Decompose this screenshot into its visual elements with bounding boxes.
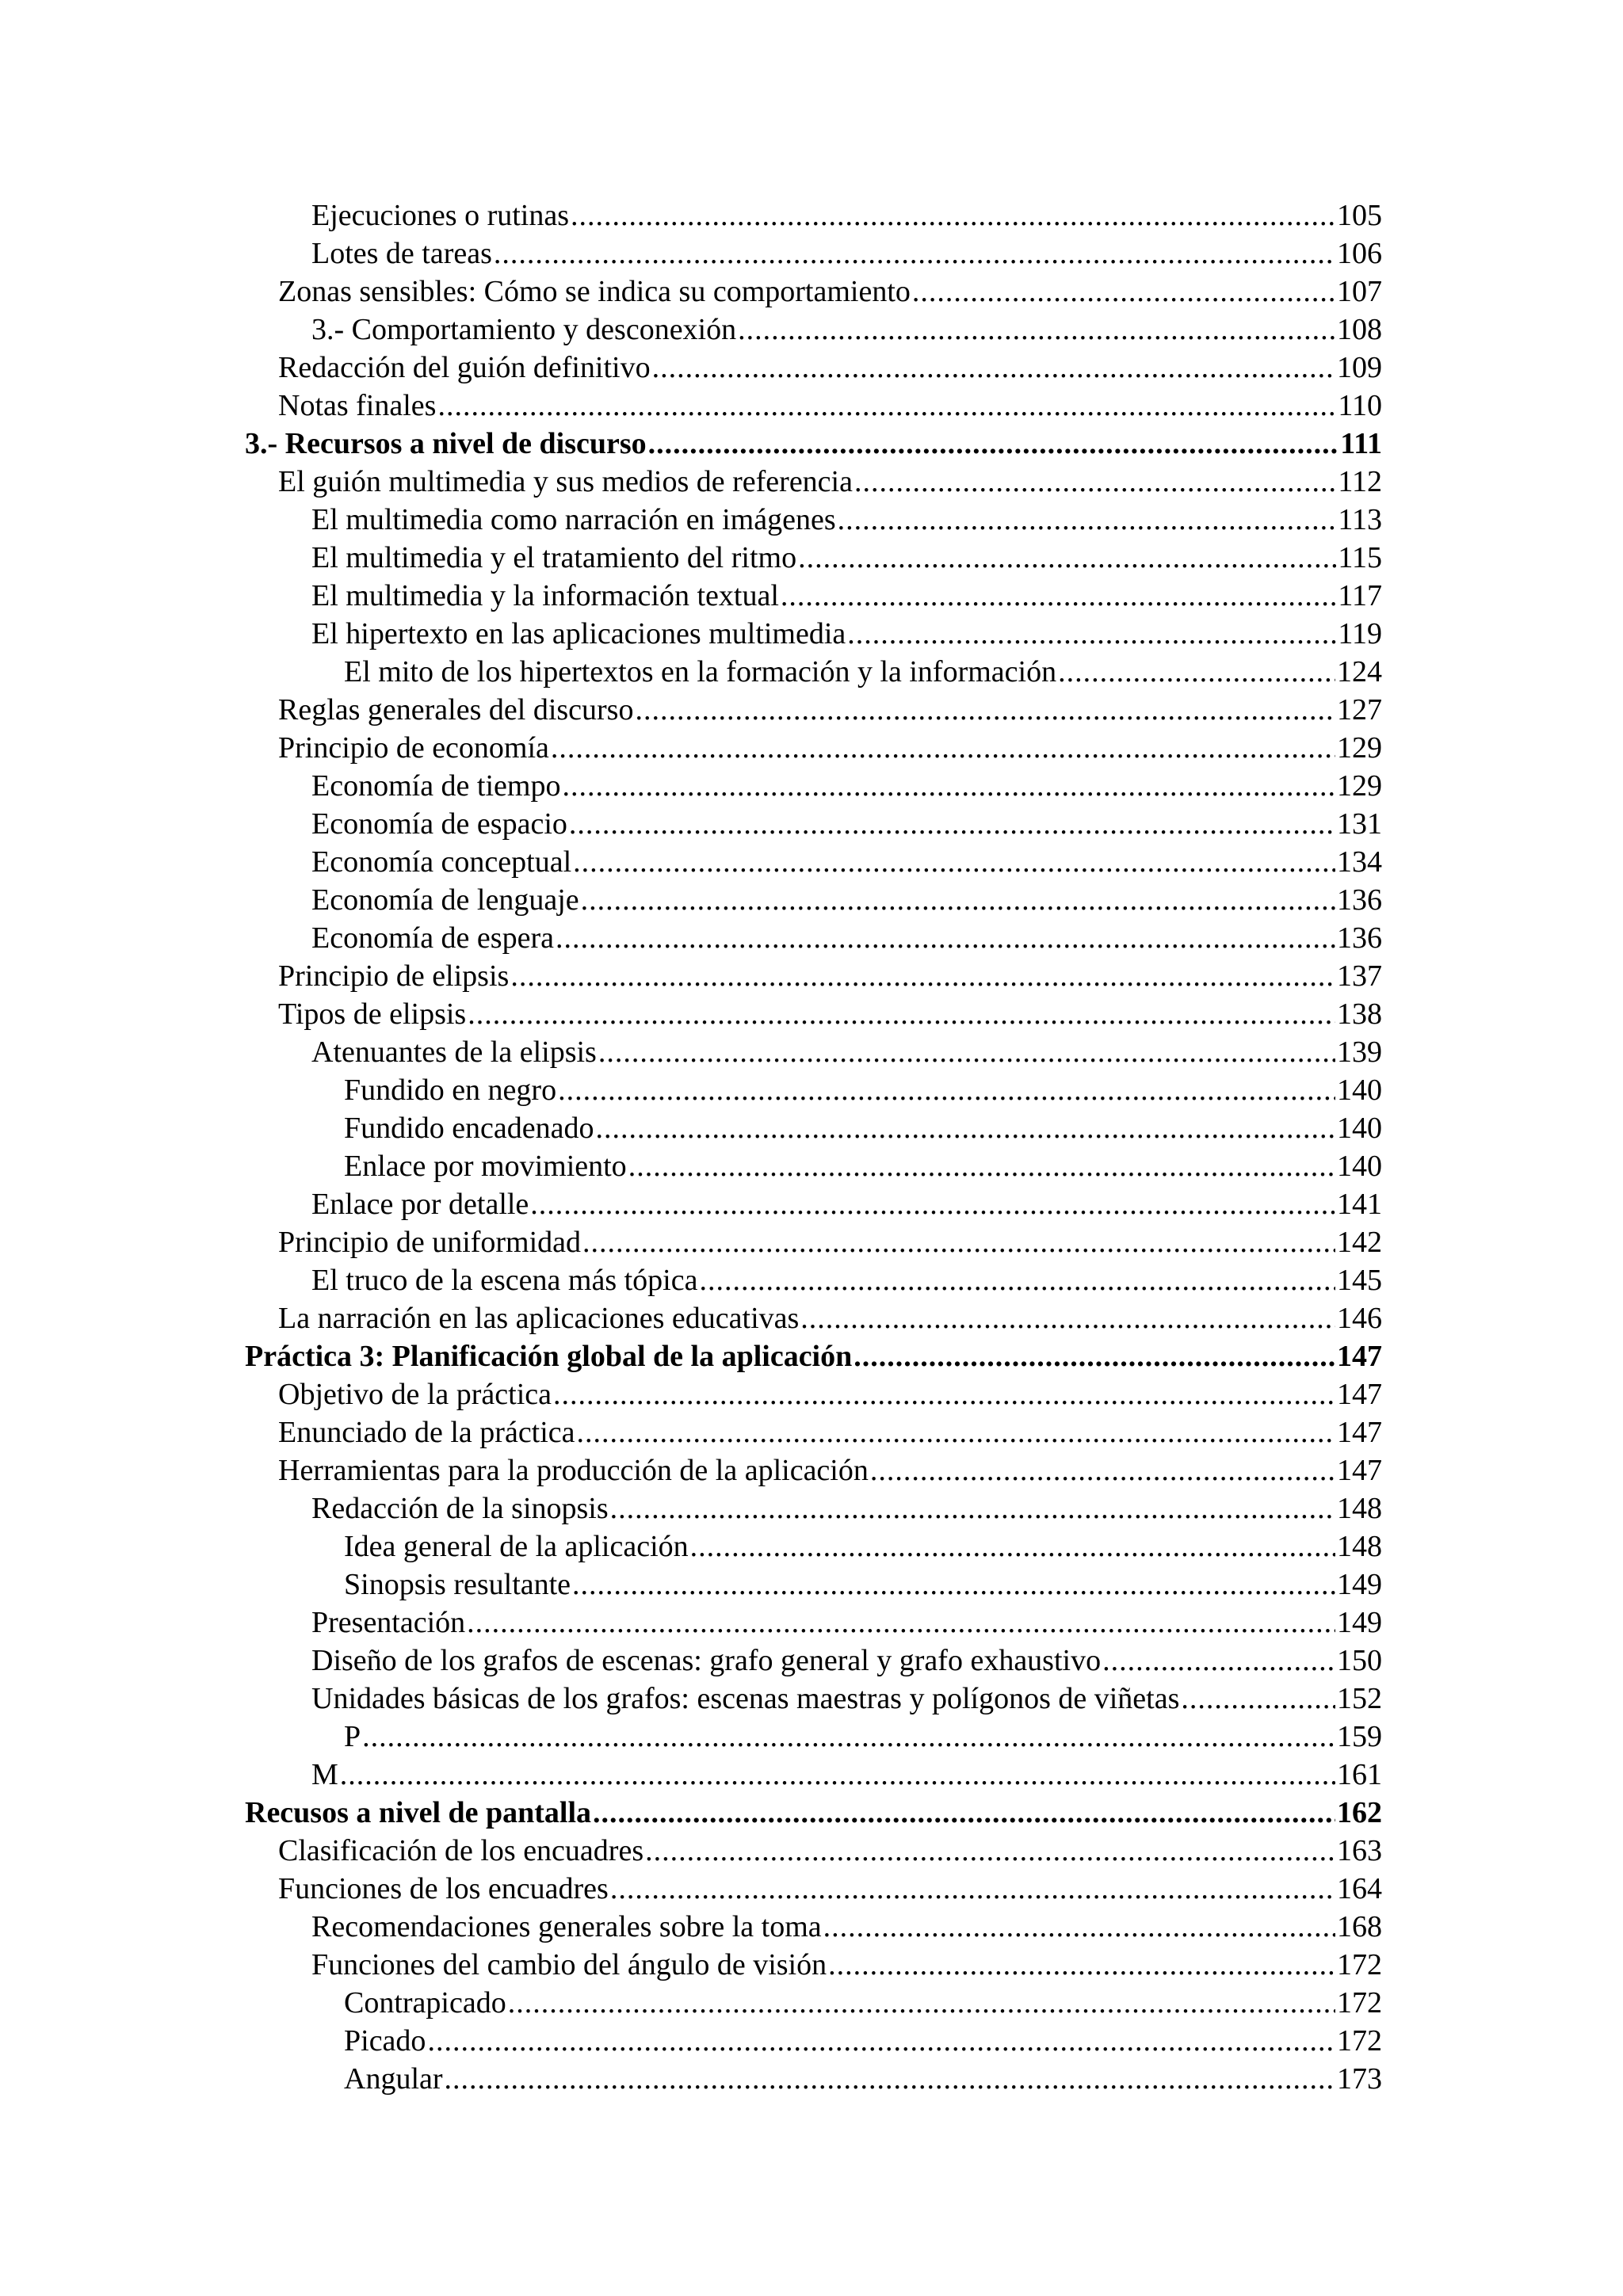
toc-entry[interactable] — [245, 1718, 1382, 1756]
toc-entry-page-number: 110 — [1338, 389, 1382, 422]
toc-entry-title: Sinopsis resultante — [344, 1568, 571, 1601]
toc-entry[interactable] — [245, 1680, 1382, 1718]
toc-entry-page-number: 147 — [1337, 1378, 1382, 1411]
toc-entry-title: Unidades básicas de los grafos: escenas maestras y polígonos de viñetas — [311, 1682, 1180, 1715]
toc-entry[interactable] — [245, 1109, 1382, 1147]
toc-entry[interactable] — [245, 387, 1382, 425]
toc-entry-page-number: 146 — [1337, 1302, 1382, 1335]
toc-entry-title: Redacción del guión definitivo — [278, 351, 651, 384]
toc-entry-page-number: 127 — [1337, 693, 1382, 727]
dot-leader — [828, 1946, 1335, 1984]
toc-entry-page-number: 164 — [1337, 1872, 1382, 1905]
toc-entry-title: Redacción de la sinopsis — [311, 1492, 609, 1525]
dot-leader — [530, 1185, 1335, 1223]
toc-entry-title: 3.- Comportamiento y desconexión — [311, 313, 737, 346]
toc-entry-page-number: 149 — [1337, 1568, 1382, 1601]
toc-entry-page-number: 162 — [1337, 1796, 1382, 1829]
toc-entry-page-number: 172 — [1337, 2024, 1382, 2058]
dot-leader — [445, 2060, 1335, 2098]
dot-leader — [468, 995, 1335, 1033]
toc-entry-title: Objetivo de la práctica — [278, 1378, 552, 1411]
toc-entry-title: La narración en las aplicaciones educativas — [278, 1302, 800, 1335]
dot-leader — [598, 1033, 1335, 1071]
toc-entry-page-number: 161 — [1337, 1758, 1382, 1791]
dot-leader — [1181, 1680, 1335, 1718]
toc-entry-title: Economía de espacio — [311, 807, 567, 841]
toc-entry-title: Picado — [344, 2024, 426, 2058]
toc-entry[interactable] — [245, 1223, 1382, 1261]
toc-entry[interactable] — [245, 1413, 1382, 1451]
toc-entry-page-number: 131 — [1337, 807, 1382, 841]
dot-leader — [823, 1908, 1335, 1946]
toc-entry[interactable] — [245, 1299, 1382, 1337]
toc-entry-page-number: 119 — [1338, 617, 1382, 650]
dot-leader — [838, 501, 1337, 539]
dot-leader — [582, 1223, 1335, 1261]
toc-entry[interactable] — [245, 1451, 1382, 1489]
toc-entry-title: M — [311, 1758, 338, 1791]
toc-entry-page-number: 142 — [1337, 1226, 1382, 1259]
toc-entry-page-number: 140 — [1337, 1112, 1382, 1145]
toc-entry-page-number: 163 — [1337, 1834, 1382, 1867]
toc-entry[interactable] — [245, 1604, 1382, 1642]
toc-entry-title: Práctica 3: Planificación global de la aplicación — [245, 1340, 853, 1373]
dot-leader — [854, 1337, 1335, 1375]
dot-leader — [781, 577, 1337, 615]
toc-entry-page-number: 134 — [1337, 845, 1382, 879]
toc-entry-title: Notas finales — [278, 389, 437, 422]
dot-leader — [551, 729, 1335, 767]
toc-entry[interactable] — [245, 919, 1382, 957]
toc-entry-page-number: 136 — [1337, 921, 1382, 955]
toc-entry[interactable] — [245, 843, 1382, 881]
toc-entry-page-number: 117 — [1338, 579, 1382, 612]
dot-leader — [494, 235, 1335, 273]
dot-leader — [610, 1489, 1335, 1527]
toc-entry-page-number: 115 — [1338, 541, 1382, 574]
toc-entry[interactable] — [245, 653, 1382, 691]
toc-entry-page-number: 140 — [1337, 1150, 1382, 1183]
dot-leader — [847, 615, 1336, 653]
toc-entry[interactable] — [245, 805, 1382, 843]
toc-entry-page-number: 140 — [1337, 1074, 1382, 1107]
toc-entry-page-number: 147 — [1337, 1416, 1382, 1449]
dot-leader — [854, 463, 1336, 501]
toc-entry-title: El hipertexto en las aplicaciones multimedia — [311, 617, 846, 650]
toc-entry-title: Funciones de los encuadres — [278, 1872, 609, 1905]
toc-entry[interactable] — [245, 349, 1382, 387]
toc-entry-page-number: 141 — [1337, 1188, 1382, 1221]
toc-entry-title: Principio de economía — [278, 731, 549, 765]
toc-entry-title: El multimedia y la información textual — [311, 579, 779, 612]
toc-entry[interactable] — [245, 1832, 1382, 1870]
dot-leader — [738, 311, 1335, 349]
toc-entry-page-number: 111 — [1340, 427, 1382, 460]
dot-leader — [427, 2022, 1335, 2060]
toc-entry-title: Principio de elipsis — [278, 959, 510, 993]
toc-entry[interactable] — [245, 196, 1382, 235]
dot-leader — [340, 1756, 1335, 1794]
toc-entry[interactable] — [245, 1071, 1382, 1109]
toc-entry[interactable] — [245, 1375, 1382, 1413]
toc-entry[interactable] — [245, 1261, 1382, 1299]
toc-entry-page-number: 150 — [1337, 1644, 1382, 1677]
dot-leader — [571, 196, 1335, 235]
toc-entry-title: Fundido en negro — [344, 1074, 557, 1107]
dot-leader — [648, 425, 1339, 463]
toc-entry-page-number: 147 — [1337, 1340, 1382, 1373]
toc-entry-title: Ejecuciones o rutinas — [311, 199, 570, 232]
toc-entry[interactable] — [245, 1642, 1382, 1680]
toc-entry[interactable] — [245, 539, 1382, 577]
toc-entry-page-number: 107 — [1337, 275, 1382, 308]
toc-entry[interactable] — [245, 273, 1382, 311]
toc-entry-title: Zonas sensibles: Cómo se indica su comportamiento — [278, 275, 911, 308]
dot-leader — [467, 1604, 1335, 1642]
toc-entry-page-number: 147 — [1337, 1454, 1382, 1487]
dot-leader — [577, 1413, 1335, 1451]
toc-entry[interactable] — [245, 1794, 1382, 1832]
dot-leader — [573, 843, 1335, 881]
dot-leader — [593, 1794, 1335, 1832]
dot-leader — [1058, 653, 1335, 691]
toc-entry-title: El multimedia y el tratamiento del ritmo — [311, 541, 797, 574]
toc-entry-page-number: 168 — [1337, 1910, 1382, 1943]
toc-entry[interactable] — [245, 463, 1382, 501]
toc-entry-title: P — [344, 1720, 361, 1753]
dot-leader — [562, 767, 1335, 805]
toc-entry-title: Enunciado de la práctica — [278, 1416, 575, 1449]
toc-entry[interactable] — [245, 2060, 1382, 2098]
toc-entry-page-number: 152 — [1337, 1682, 1382, 1715]
dot-leader — [610, 1870, 1335, 1908]
toc-entry-page-number: 108 — [1337, 313, 1382, 346]
toc-entry[interactable] — [245, 1033, 1382, 1071]
dot-leader — [510, 957, 1335, 995]
toc-entry-page-number: 139 — [1337, 1035, 1382, 1069]
toc-entry-title: Presentación — [311, 1606, 466, 1639]
dot-leader — [553, 1375, 1335, 1413]
toc-entry-page-number: 173 — [1337, 2062, 1382, 2096]
toc-entry-title: El truco de la escena más tópica — [311, 1264, 698, 1297]
toc-entry-title: Reglas generales del discurso — [278, 693, 634, 727]
dot-leader — [628, 1147, 1335, 1185]
toc-entry[interactable] — [245, 1984, 1382, 2022]
dot-leader — [558, 1071, 1335, 1109]
dot-leader — [581, 881, 1335, 919]
toc-entry-page-number: 129 — [1337, 731, 1382, 765]
toc-entry-title: Economía de tiempo — [311, 769, 561, 803]
toc-entry-title: Enlace por detalle — [311, 1188, 529, 1221]
dot-leader — [362, 1718, 1335, 1756]
toc-entry-title: Recusos a nivel de pantalla — [245, 1796, 592, 1829]
dot-leader — [572, 1566, 1335, 1604]
dot-leader — [1102, 1642, 1335, 1680]
toc-entry[interactable] — [245, 311, 1382, 349]
table-of-contents — [245, 196, 1382, 2098]
toc-entry-title: Economía conceptual — [311, 845, 572, 879]
dot-leader — [556, 919, 1335, 957]
toc-entry[interactable] — [245, 995, 1382, 1033]
toc-entry-title: Principio de uniformidad — [278, 1226, 582, 1259]
toc-entry[interactable] — [245, 501, 1382, 539]
toc-entry[interactable] — [245, 235, 1382, 273]
toc-entry[interactable] — [245, 881, 1382, 919]
toc-entry-title: Tipos de elipsis — [278, 997, 467, 1031]
toc-entry[interactable] — [245, 1946, 1382, 1984]
toc-entry[interactable] — [245, 1566, 1382, 1604]
toc-entry[interactable] — [245, 577, 1382, 615]
dot-leader — [508, 1984, 1335, 2022]
toc-entry[interactable] — [245, 425, 1382, 463]
toc-entry[interactable] — [245, 1870, 1382, 1908]
toc-entry[interactable] — [245, 1527, 1382, 1566]
toc-entry-title: Angular — [344, 2062, 443, 2096]
toc-entry[interactable] — [245, 1489, 1382, 1527]
toc-entry-title: Atenuantes de la elipsis — [311, 1035, 597, 1069]
dot-leader — [690, 1527, 1335, 1566]
toc-entry-page-number: 138 — [1337, 997, 1382, 1031]
toc-entry[interactable] — [245, 957, 1382, 995]
toc-entry[interactable] — [245, 1337, 1382, 1375]
toc-entry-title: Funciones del cambio del ángulo de visión — [311, 1948, 827, 1981]
dot-leader — [652, 349, 1335, 387]
toc-entry-title: Idea general de la aplicación — [344, 1530, 689, 1563]
toc-entry[interactable] — [245, 729, 1382, 767]
toc-entry-title: Lotes de tareas — [311, 237, 492, 270]
toc-entry-page-number: 159 — [1337, 1720, 1382, 1753]
toc-entry-page-number: 172 — [1337, 1948, 1382, 1981]
toc-entry-title: Recomendaciones generales sobre la toma — [311, 1910, 822, 1943]
dot-leader — [437, 387, 1336, 425]
dot-leader — [870, 1451, 1335, 1489]
toc-entry-title: Fundido encadenado — [344, 1112, 594, 1145]
toc-entry-page-number: 172 — [1337, 1986, 1382, 2019]
toc-entry-title: El guión multimedia y sus medios de referencia — [278, 465, 853, 498]
toc-entry[interactable] — [245, 2022, 1382, 2060]
toc-entry-page-number: 124 — [1337, 655, 1382, 688]
toc-entry[interactable] — [245, 767, 1382, 805]
toc-entry-title: Economía de espera — [311, 921, 554, 955]
toc-entry-page-number: 145 — [1337, 1264, 1382, 1297]
toc-entry-page-number: 109 — [1337, 351, 1382, 384]
toc-entry[interactable] — [245, 1185, 1382, 1223]
dot-leader — [596, 1109, 1335, 1147]
toc-entry-title: Contrapicado — [344, 1986, 506, 2019]
toc-entry-title: Clasificación de los encuadres — [278, 1834, 644, 1867]
dot-leader — [798, 539, 1336, 577]
toc-entry[interactable] — [245, 1756, 1382, 1794]
toc-entry-page-number: 136 — [1337, 883, 1382, 917]
toc-entry-title: 3.- Recursos a nivel de discurso — [245, 427, 647, 460]
toc-entry-page-number: 106 — [1337, 237, 1382, 270]
toc-entry[interactable] — [245, 691, 1382, 729]
toc-entry-page-number: 129 — [1337, 769, 1382, 803]
toc-entry[interactable] — [245, 1147, 1382, 1185]
toc-entry-title: El mito de los hipertextos en la formación y la información — [344, 655, 1057, 688]
toc-entry-title: Herramientas para la producción de la aplicación — [278, 1454, 869, 1487]
toc-entry-page-number: 148 — [1337, 1492, 1382, 1525]
dot-leader — [800, 1299, 1335, 1337]
toc-entry-page-number: 148 — [1337, 1530, 1382, 1563]
dot-leader — [645, 1832, 1335, 1870]
toc-entry-title: Economía de lenguaje — [311, 883, 579, 917]
dot-leader — [635, 691, 1335, 729]
toc-entry-page-number: 149 — [1337, 1606, 1382, 1639]
toc-entry-page-number: 113 — [1338, 503, 1382, 536]
toc-entry[interactable] — [245, 615, 1382, 653]
dot-leader — [569, 805, 1335, 843]
toc-entry-title: El multimedia como narración en imágenes — [311, 503, 836, 536]
toc-entry-page-number: 137 — [1337, 959, 1382, 993]
toc-entry[interactable] — [245, 1908, 1382, 1946]
toc-entry-title: Diseño de los grafos de escenas: grafo general y grafo exhaustivo — [311, 1644, 1102, 1677]
toc-entry-page-number: 105 — [1337, 199, 1382, 232]
toc-entry-page-number: 112 — [1338, 465, 1382, 498]
toc-entry-title: Enlace por movimiento — [344, 1150, 627, 1183]
dot-leader — [912, 273, 1335, 311]
dot-leader — [699, 1261, 1335, 1299]
